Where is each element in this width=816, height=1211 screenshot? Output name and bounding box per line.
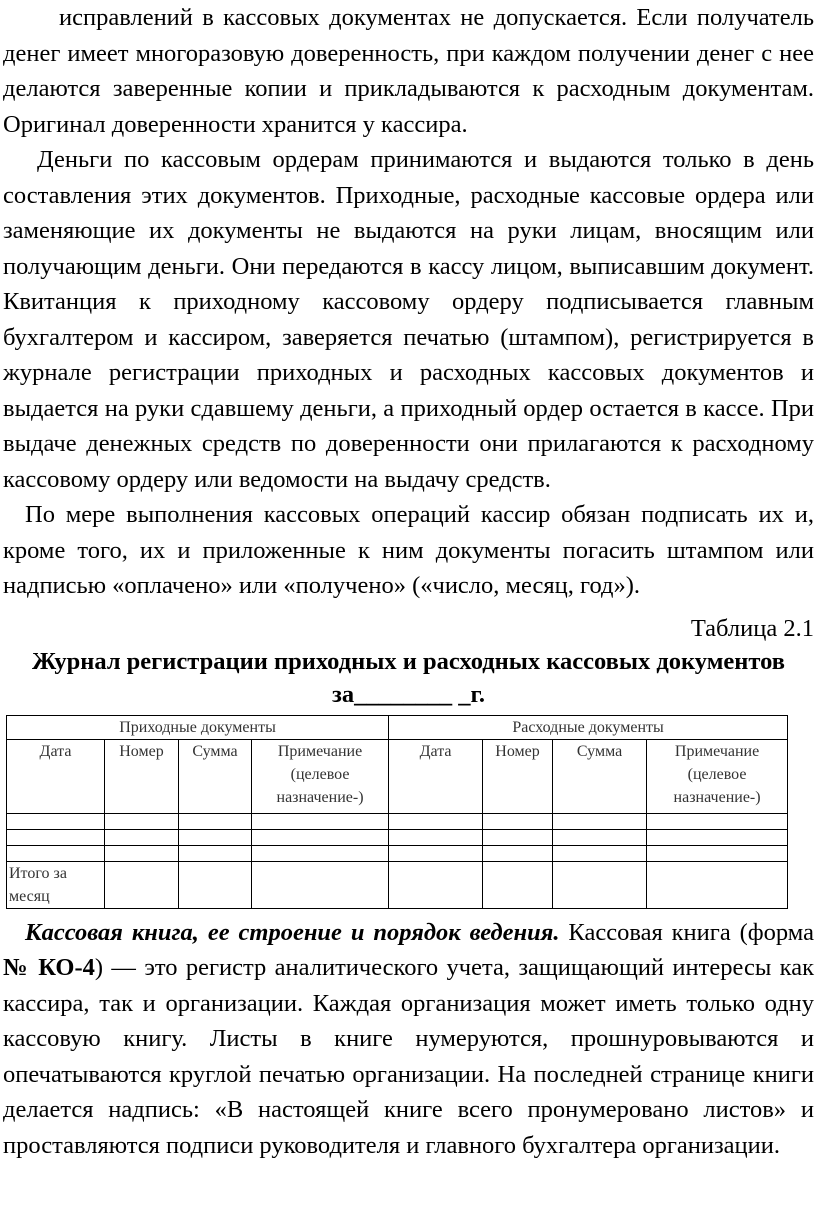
cash-book-heading: Кассовая книга, ее строение и порядок ведения. [25,918,560,946]
table-caption: Таблица 2.1 [690,614,814,642]
table-row [7,829,788,845]
table-title: Журнал регистрации приходных и расходных кассовых документов за________ _г. [32,647,785,708]
cash-book-text-a: Кассовая книга (форма [559,918,814,946]
header-expense-documents: Расходные документы [389,715,788,739]
document-page [3,0,814,1163]
paragraph-cashier-duties: По мере выполнения кассовых операций кассир обязан подписать их и, кроме того, их и приложенные к ним документы погасить штампом или надписью «оплачено» или «получено» («число, месяц, год»). [3,501,814,599]
table-header-groups [7,715,788,739]
paragraph-orders: Деньги по кассовым ордерам принимаются и выдаются только в день составления этих документов. Приходные, расходные кассовые ордера или заменяющие их документы не выдаются на руки лицам, вносящим или получающим деньги. Они передаются в кассу лицом, выписавшим документ. Квитанция к приходному кассовому ордеру подписывается главным бухгалтером и кассиром, заверяется печатью (штампом), регистрируется в журнале регистрации приходных и расходных кассовых документов и выдается на руки сдавшему деньги, а приходный ордер остается в кассе. При выдаче денежных средств по доверенности они прилагаются к расходному кассовому ордеру или ведомости на выдачу средств. [3,146,814,493]
header-income-documents: Приходные документы [7,715,389,739]
cash-book-text-b: ) — это регистр аналитического учета, защищающий интересы как кассира, так и организации. Каждая организация может иметь только одну кассовую книгу. Листы в книге нумеруются, прошнуровываются и опечатываются круглой печатью организации. На последней странице книги делается надпись: «В настоящей книге всего пронумеровано листов» и проставляются подписи руководителя и главного бухгалтера организации. [3,954,814,1159]
table-total-row [7,861,788,908]
table-row [7,845,788,861]
paragraph-corrections: исправлений в кассовых документах не допускается. Если получатель денег имеет многоразовую доверенность, при каждом получении денег с нее делаются заверенные копии и прикладываются к расходным документам. Оригинал доверенности хранится у кассира. [3,4,814,138]
expense-col-number: Номер [483,739,553,813]
expense-col-note [647,739,788,813]
expense-col-note-text: Примечание (целевое назначение-) [673,742,761,806]
expense-col-sum: Сумма [553,739,647,813]
journal-table [6,715,788,909]
income-col-note-text: Примечание (целевое назначение-) [276,742,364,806]
income-col-date: Дата [7,739,105,813]
income-col-number: Номер [105,739,179,813]
table-header-columns [7,739,788,813]
cash-book-form: № КО-4 [3,954,95,981]
income-col-sum: Сумма [179,739,252,813]
expense-col-date: Дата [389,739,483,813]
paragraph-cash-book [3,915,814,1164]
table-row [7,813,788,829]
income-col-note [252,739,389,813]
total-label: Итого за месяц [7,861,105,908]
